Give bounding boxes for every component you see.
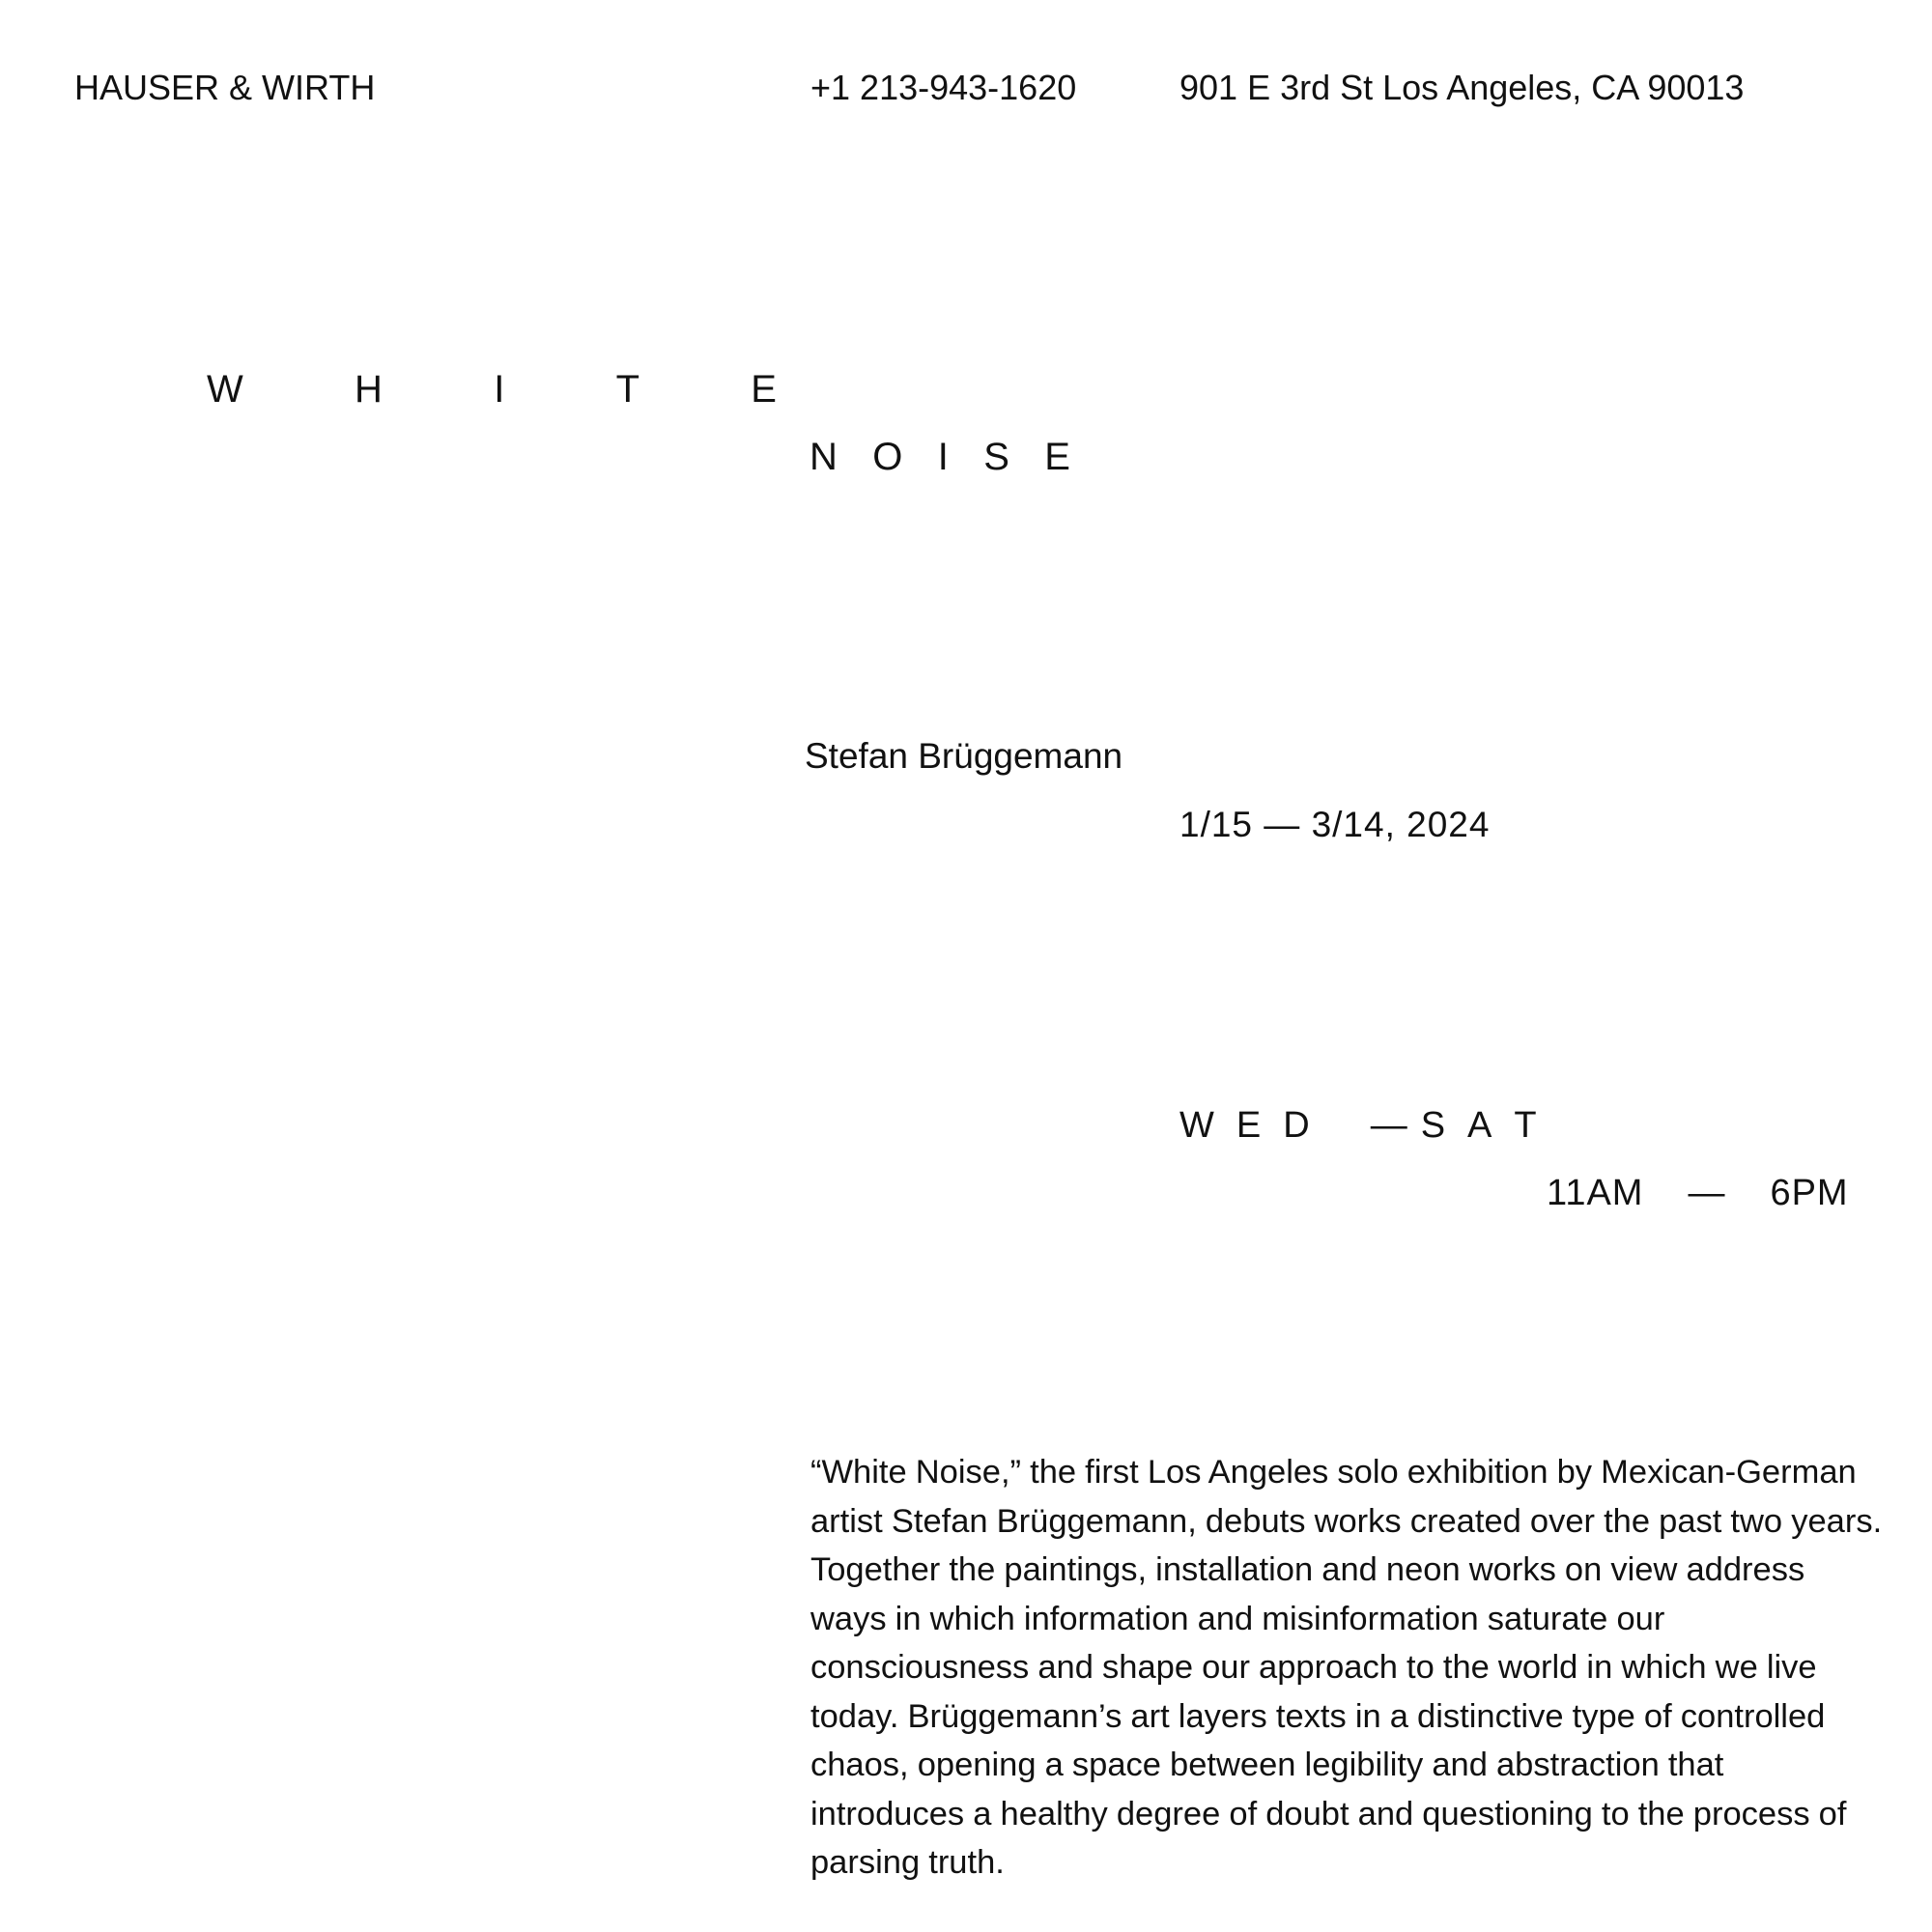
- title-letter: I: [937, 436, 949, 478]
- gallery-phone[interactable]: +1 213-943-1620: [810, 68, 1077, 107]
- opening-hours: [1547, 1175, 1849, 1211]
- title-letter: E: [1044, 436, 1070, 478]
- day-letter: W: [1179, 1105, 1214, 1146]
- title-letter: W: [207, 368, 243, 411]
- title-letter: H: [355, 368, 383, 411]
- title-letter: N: [810, 436, 838, 478]
- hours-close: 6PM: [1770, 1173, 1849, 1213]
- gallery-name: HAUSER & WIRTH: [74, 68, 376, 107]
- hours-open: 11AM: [1547, 1173, 1644, 1213]
- title-letter: T: [615, 368, 640, 411]
- exhibition-description: “White Noise,” the first Los Angeles solo exhibition by Mexican-German artist Stefan Brüggemann, debuts works created over the past two years. Together the paintings, installation and neon works on view address ways in which information and misinformation saturate our consciousness and shape our approach to the world in which we live today. Brüggemann’s art layers texts in a distinctive type of controlled chaos, opening a space between legibility and abstraction that introduces a healthy degree of doubt and questioning to the process of parsing truth.: [810, 1454, 1883, 1881]
- days-dash: —: [1370, 1105, 1407, 1146]
- title-letter: O: [872, 436, 903, 478]
- day-letter: S: [1420, 1105, 1446, 1146]
- exhibition-title-line1: [207, 370, 777, 409]
- day-letter: E: [1236, 1105, 1262, 1146]
- exhibition-dates: 1/15 — 3/14, 2024: [1179, 805, 1491, 844]
- day-letter: A: [1467, 1105, 1492, 1146]
- title-letter: I: [494, 368, 505, 411]
- exhibition-title-line2: [810, 438, 1070, 476]
- title-letter: S: [983, 436, 1009, 478]
- artist-name: Stefan Brüggemann: [805, 736, 1123, 776]
- opening-days: [1179, 1107, 1559, 1144]
- day-letter: T: [1514, 1105, 1537, 1146]
- title-letter: E: [751, 368, 777, 411]
- hours-dash: —: [1688, 1173, 1726, 1213]
- day-letter: D: [1283, 1105, 1310, 1146]
- gallery-address[interactable]: 901 E 3rd St Los Angeles, CA 90013: [1179, 68, 1745, 107]
